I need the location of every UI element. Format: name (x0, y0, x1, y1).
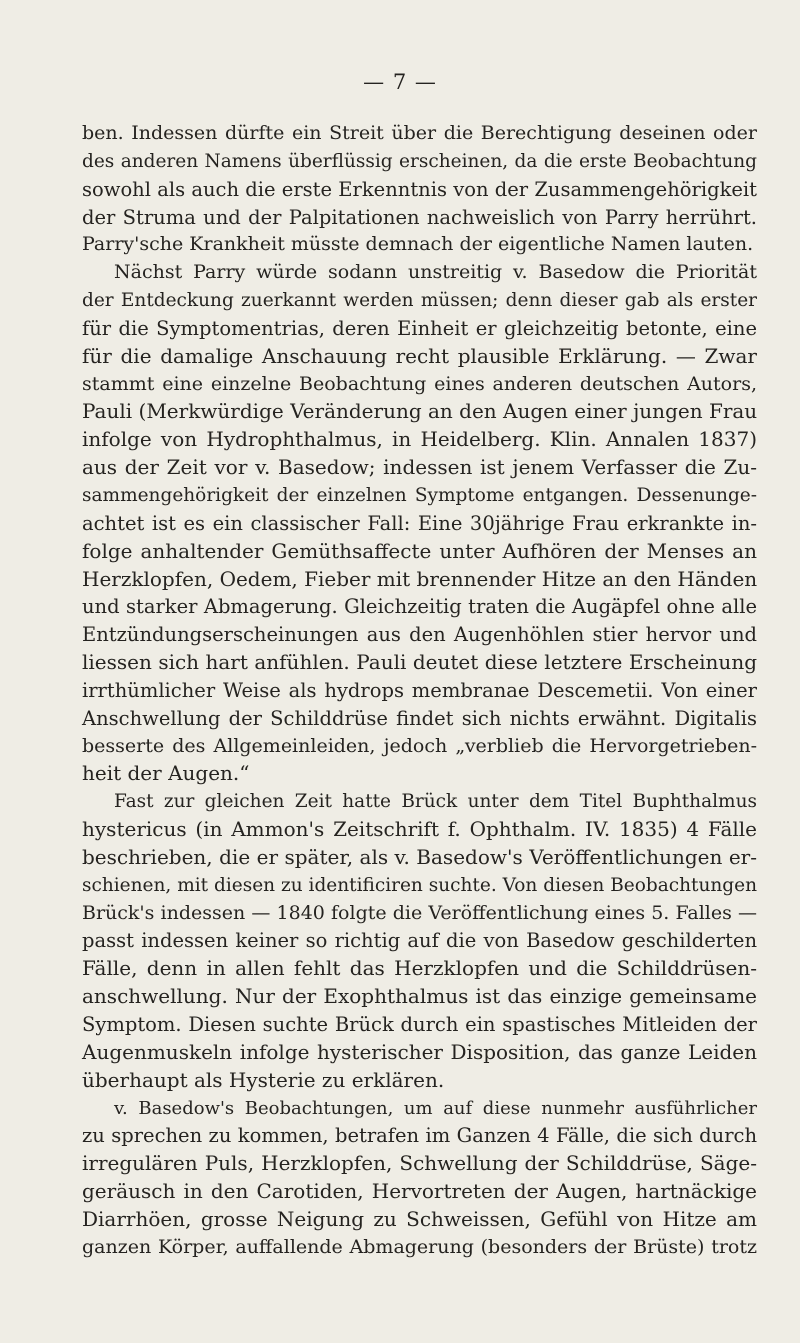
page-number: — 7 — (363, 70, 437, 94)
text-line: Diarrhöen, grosse Neigung zu Schweissen, Gefühl von Hitze am (82, 1206, 757, 1231)
text-line: Herzklopfen, Oedem, Fieber mit brennender Hitze an den Händen (82, 566, 758, 591)
text-line: stammt eine einzelne Beobachtung eines anderen deutschen Autors, (82, 372, 757, 395)
text-line: beschrieben, die er später, als v. Basedow's Veröffentlichungen er- (82, 844, 757, 869)
text-line: passt indessen keiner so richtig auf die von Basedow geschilderten (82, 929, 757, 953)
text-line: besserte des Allgemeinleiden, jedoch „verblieb die Hervorgetrieben- (82, 734, 757, 757)
text-line: Anschwellung der Schilddrüse findet sich nichts erwähnt. Digitalis (82, 706, 757, 730)
text-line: Augenmuskeln infolge hysterischer Disposition, das ganze Leiden (82, 1039, 757, 1064)
text-line: heit der Augen.“ (82, 761, 250, 786)
text-line: ganzen Körper, auffallende Abmagerung (besonders der Brüste) trotz (82, 1235, 757, 1258)
text-line: Fälle, denn in allen fehlt das Herzklopfen und die Schilddrüsen- (82, 956, 757, 981)
text-line: schienen, mit diesen zu identificiren suchte. Von diesen Beobachtungen (82, 874, 757, 896)
text-line: und starker Abmagerung. Gleichzeitig traten die Augäpfel ohne alle (82, 595, 757, 619)
text-line: Brück's indessen — 1840 folgte die Veröffentlichung eines 5. Falles — (82, 901, 757, 924)
text-line: sammengehörigkeit der einzelnen Symptome entgangen. Dessenunge- (82, 484, 757, 506)
text-line: Pauli (Merkwürdige Veränderung an den Augen einer jungen Frau (82, 399, 758, 424)
text-line: Symptom. Diesen suchte Brück durch ein spastisches Mitleiden der (82, 1013, 757, 1036)
text-line: folge anhaltender Gemüthsaffecte unter Aufhören der Menses an (82, 538, 757, 563)
text-line: für die damalige Anschauung recht plausible Erklärung. — Zwar (82, 343, 757, 368)
text-line: Entzündungserscheinungen aus den Augenhöhlen stier hervor und (82, 623, 757, 647)
text-line: aus der Zeit vor v. Basedow; indessen ist jenem Verfasser die Zu- (82, 455, 757, 480)
text-line: zu sprechen zu kommen, betrafen im Ganzen 4 Fälle, die sich durch (82, 1124, 757, 1148)
text-line: irregulären Puls, Herzklopfen, Schwellung der Schilddrüse, Säge- (82, 1151, 757, 1176)
text-line: v. Basedow's Beobachtungen, um auf diese nunmehr ausführlicher (114, 1097, 757, 1119)
text-line: ben. Indessen dürfte ein Streit über die Berechtigung deseinen oder (82, 122, 757, 144)
text-line: der Entdeckung zuerkannt werden müssen; denn dieser gab als erster (82, 290, 757, 312)
text-line: der Struma und der Palpitationen nachweislich von Parry herrührt. (82, 205, 757, 229)
text-line: hystericus (in Ammon's Zeitschrift f. Ophthalm. IV. 1835) 4 Fälle (82, 817, 757, 842)
text-line: für die Symptomentrias, deren Einheit er gleichzeitig betonte, eine (82, 316, 757, 340)
text-line: Nächst Parry würde sodann unstreitig v. Basedow die Priorität (114, 261, 757, 284)
body-text (82, 120, 757, 1262)
text-line: Parry'sche Krankheit müsste demnach der eigentliche Namen lauten. (82, 233, 754, 256)
text-line: liessen sich hart anfühlen. Pauli deutet diese letztere Erscheinung (82, 650, 757, 675)
text-line: sowohl als auch die erste Erkenntnis von der Zusammengehörigkeit (82, 177, 757, 201)
text-line: infolge von Hydrophthalmus, in Heidelberg. Klin. Annalen 1837) (82, 427, 757, 452)
text-line: überhaupt als Hysterie zu erklären. (82, 1067, 445, 1092)
text-line: geräusch in den Carotiden, Hervortreten der Augen, hartnäckige (82, 1179, 757, 1204)
text-line: Fast zur gleichen Zeit hatte Brück unter dem Titel Buphthalmus (114, 791, 757, 813)
text-line: des anderen Namens überflüssig erscheinen, da die erste Beobachtung (82, 150, 757, 172)
text-line: anschwellung. Nur der Exophthalmus ist das einzige gemeinsame (82, 984, 757, 1009)
text-line: achtet ist es ein classischer Fall: Eine 30jährige Frau erkrankte in- (82, 511, 757, 535)
text-line: irrthümlicher Weise als hydrops membranae Descemetii. Von einer (82, 678, 757, 702)
